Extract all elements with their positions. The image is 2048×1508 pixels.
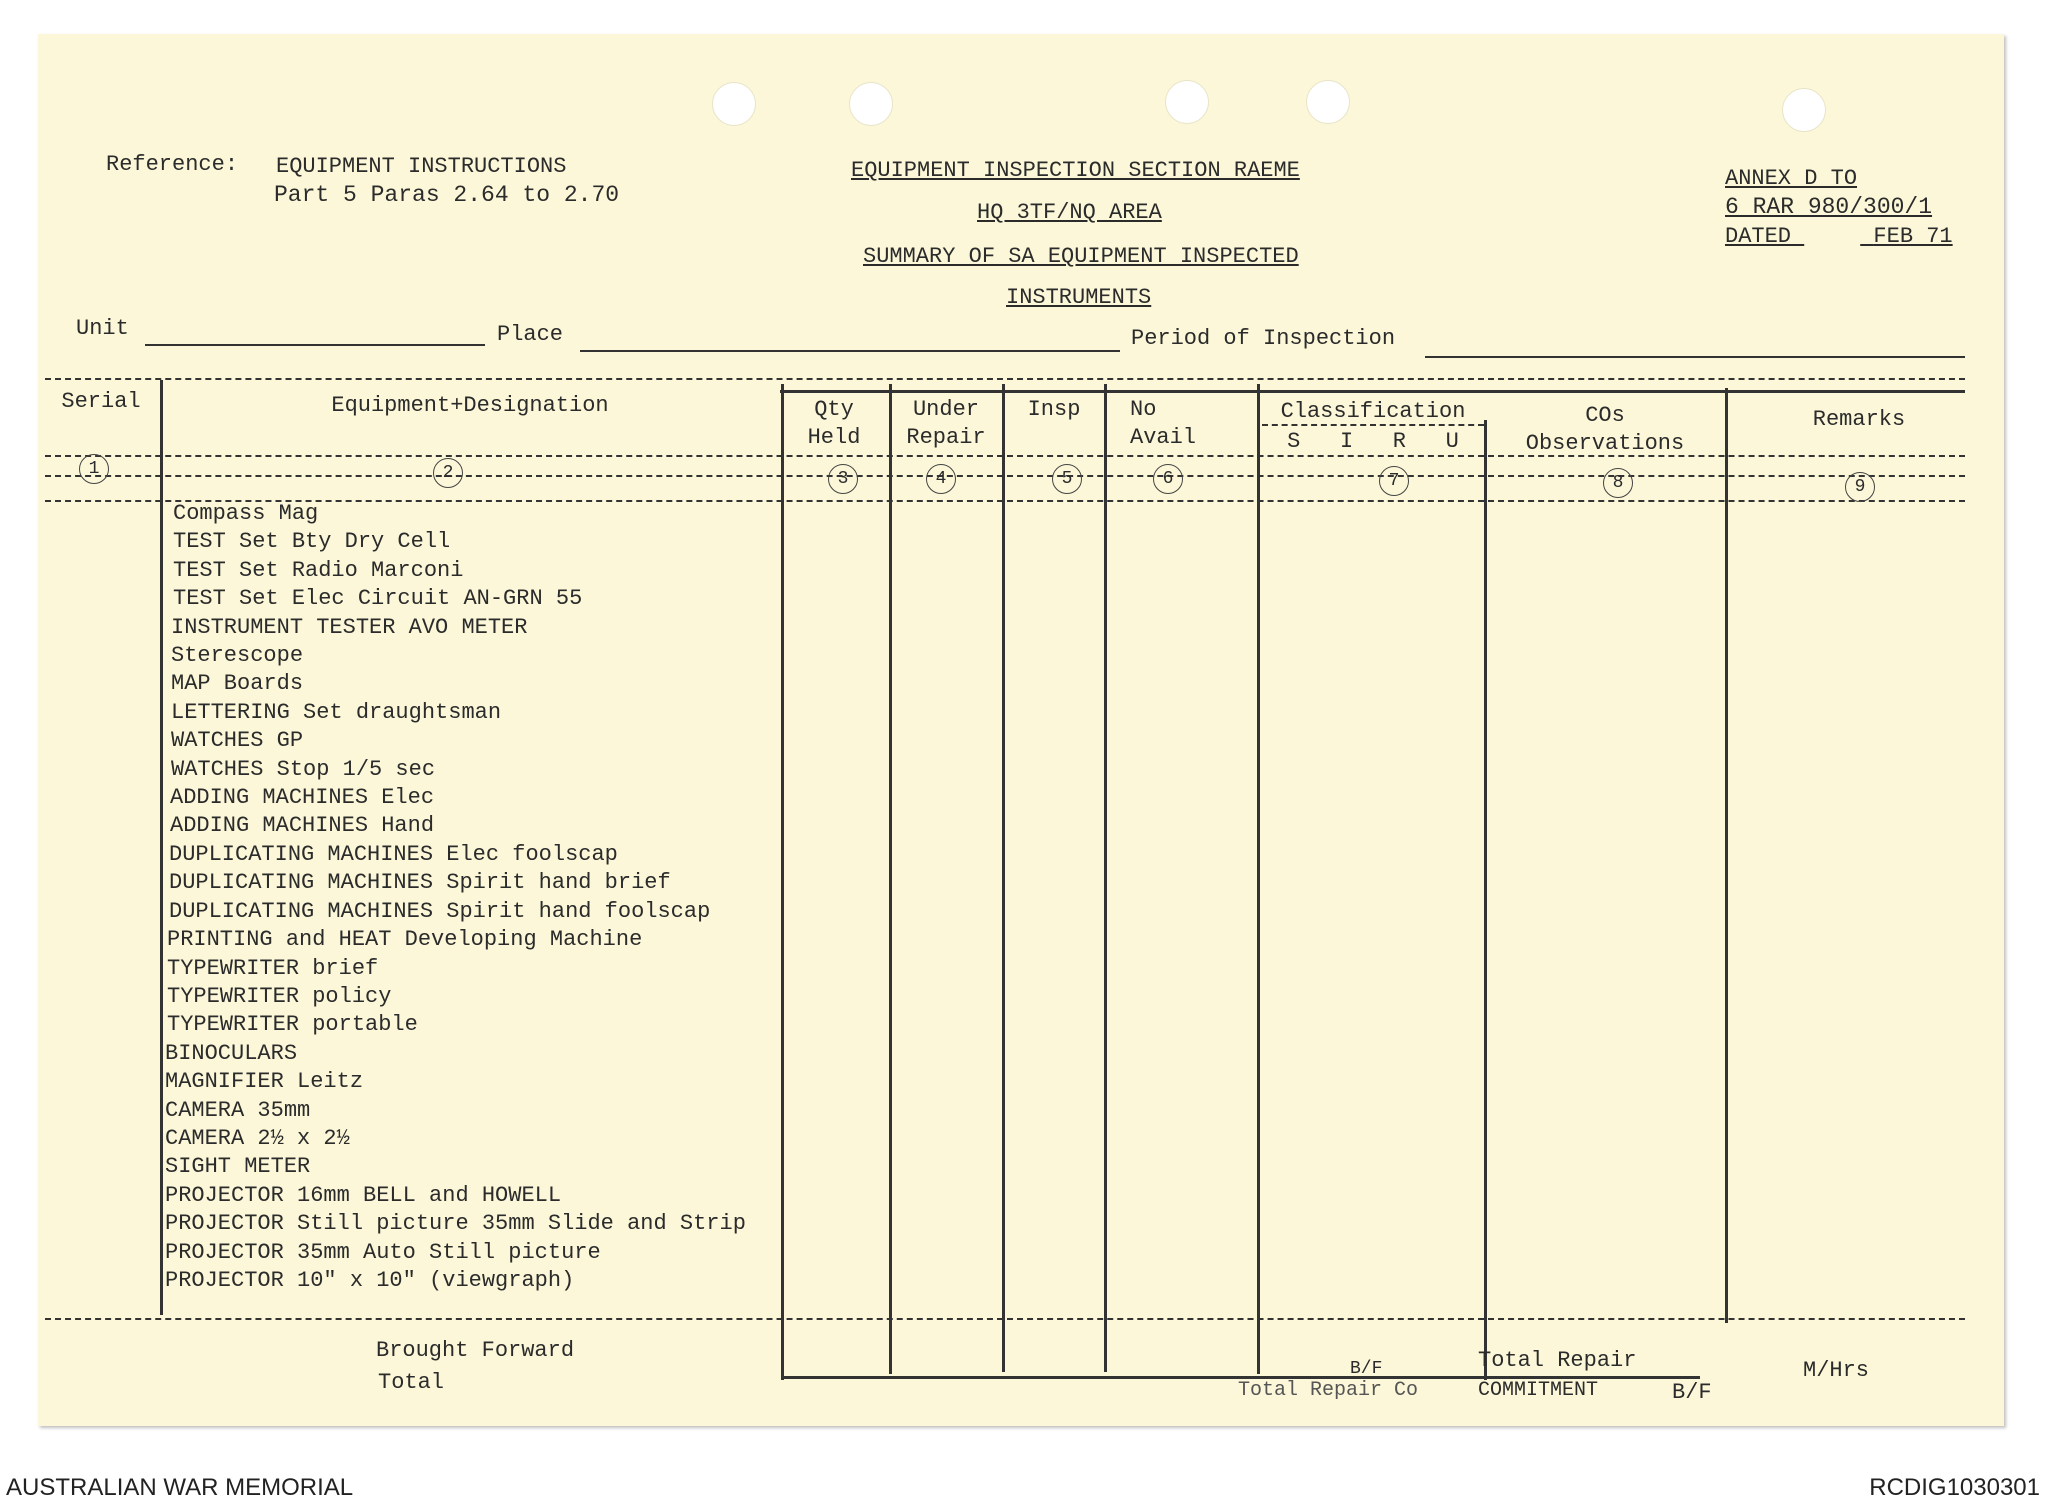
title-line-3: SUMMARY OF SA EQUIPMENT INSPECTED — [863, 244, 1299, 269]
brought-forward-label: Brought Forward — [376, 1338, 575, 1363]
header-no-avail — [1108, 396, 1246, 452]
place-field-line — [580, 350, 1120, 352]
col-number-6: 6 — [1153, 464, 1183, 494]
col-divider-1 — [160, 380, 163, 1315]
header-serial: Serial — [61, 389, 141, 414]
reference-label: Reference: — [106, 152, 239, 177]
list-item: TYPEWRITER brief — [167, 955, 379, 981]
list-item: MAGNIFIER Leitz — [165, 1069, 364, 1095]
header-qty-line1: Qty — [814, 397, 854, 422]
total-label: Total — [378, 1370, 445, 1395]
annex-line-2: 6 RAR 980/300/1 — [1725, 194, 1933, 220]
col-divider-5 — [1104, 384, 1107, 1372]
header-equipment: Equipment+Designation — [331, 393, 609, 418]
reference-line-1: EQUIPMENT INSTRUCTIONS — [276, 154, 567, 179]
col-divider-7 — [1484, 420, 1487, 1380]
list-item: CAMERA 2½ x 2½ — [165, 1125, 350, 1151]
header-avail-line1: No — [1130, 397, 1157, 422]
col-number-9: 9 — [1845, 472, 1875, 502]
annex-line-3 — [1725, 224, 1953, 250]
list-item: PROJECTOR Still picture 35mm Slide and Strip — [165, 1211, 746, 1237]
bf-right-label: B/F — [1672, 1380, 1712, 1405]
list-item: PRINTING and HEAT Developing Machine — [167, 927, 643, 953]
title-line-2: HQ 3TF/NQ AREA — [977, 200, 1162, 225]
col-number-7: 7 — [1379, 466, 1409, 496]
place-label: Place — [497, 322, 564, 347]
punch-hole-2 — [849, 82, 893, 126]
period-field-line — [1425, 356, 1965, 358]
list-item: BINOCULARS — [165, 1040, 298, 1066]
header-qty-line2: Held — [807, 425, 861, 450]
list-item: SIGHT METER — [165, 1154, 311, 1180]
col-divider-3 — [889, 384, 892, 1374]
list-item: DUPLICATING MACHINES Spirit hand brief — [169, 870, 671, 896]
col-number-1: 1 — [79, 454, 109, 484]
header-classification: Classification — [1280, 399, 1466, 424]
header-cos-line1: COs — [1585, 403, 1625, 428]
table-top-rule — [45, 378, 1965, 380]
list-item: ADDING MACHINES Elec — [170, 785, 435, 811]
title-line-1: EQUIPMENT INSPECTION SECTION RAEME — [851, 158, 1300, 183]
list-item: DUPLICATING MACHINES Spirit hand foolscap — [169, 898, 711, 924]
table-top-rule-right — [780, 390, 1965, 393]
list-item: PROJECTOR 16mm BELL and HOWELL — [165, 1182, 562, 1208]
list-item: INSTRUMENT TESTER AVO METER — [171, 614, 528, 640]
col-number-2: 2 — [433, 458, 463, 488]
list-item: ADDING MACHINES Hand — [170, 813, 435, 839]
period-label: Period of Inspection — [1131, 326, 1396, 351]
header-repair-line2: Repair — [906, 425, 986, 450]
annex-date: FEB 71 — [1873, 224, 1953, 249]
col-divider-8 — [1725, 388, 1728, 1323]
col-divider-2 — [781, 384, 784, 1380]
header-cos-line2: Observations — [1525, 431, 1685, 456]
number-row-top-rule — [45, 475, 1965, 477]
list-item: MAP Boards — [171, 671, 304, 697]
equipment-list — [165, 500, 746, 1295]
total-repair-label: Total Repair — [1478, 1348, 1637, 1373]
list-item: PROJECTOR 35mm Auto Still picture — [165, 1239, 601, 1265]
annex-line-1: ANNEX D TO — [1725, 166, 1858, 191]
unit-label: Unit — [76, 316, 129, 341]
punch-hole-5 — [1782, 88, 1826, 132]
list-item: TYPEWRITER portable — [167, 1012, 418, 1038]
header-qty-held — [784, 396, 884, 452]
header-remarks: Remarks — [1812, 407, 1906, 432]
header-under-repair — [892, 396, 1000, 452]
list-item: Sterescope — [171, 643, 304, 669]
list-item: TYPEWRITER policy — [167, 983, 392, 1009]
col-number-3: 3 — [828, 464, 858, 494]
col-number-4: 4 — [926, 464, 956, 494]
list-item: TEST Set Bty Dry Cell — [173, 529, 451, 555]
reference-line-2: Part 5 Paras 2.64 to 2.70 — [274, 182, 620, 208]
list-item: CAMERA 35mm — [165, 1097, 311, 1123]
col-number-8: 8 — [1603, 468, 1633, 498]
list-item: WATCHES Stop 1/5 sec — [171, 756, 436, 782]
list-item: TEST Set Radio Marconi — [173, 557, 464, 583]
header-cos-observations — [1488, 402, 1722, 458]
col-divider-6 — [1257, 384, 1260, 1374]
header-repair-line1: Under — [912, 397, 979, 422]
col-divider-4 — [1002, 384, 1005, 1372]
list-item: WATCHES GP — [171, 728, 304, 754]
punch-hole-1 — [712, 82, 756, 126]
header-avail-line2: Avail — [1130, 425, 1197, 450]
header-class-codes: S I R U — [1287, 429, 1459, 454]
total-repair-struck-label: Total Repair Co — [1238, 1379, 1419, 1402]
unit-field-line — [145, 344, 485, 346]
annex-dated-label: DATED — [1725, 224, 1792, 249]
bf-small-label: B/F — [1350, 1359, 1383, 1379]
list-item: LETTERING Set draughtsman — [171, 699, 502, 725]
punch-hole-3 — [1165, 80, 1209, 124]
list-item: Compass Mag — [173, 501, 319, 526]
header-insp: Insp — [1027, 397, 1081, 422]
list-item: PROJECTOR 10" x 10" (viewgraph) — [165, 1267, 575, 1293]
list-item: DUPLICATING MACHINES Elec foolscap — [169, 841, 618, 867]
title-line-4: INSTRUMENTS — [1006, 285, 1152, 310]
punch-hole-4 — [1306, 80, 1350, 124]
archive-source: AUSTRALIAN WAR MEMORIAL — [6, 1474, 354, 1501]
col-number-5: 5 — [1052, 464, 1082, 494]
list-item: TEST Set Elec Circuit AN-GRN 55 — [173, 586, 583, 612]
archive-id: RCDIG1030301 — [1869, 1474, 2040, 1501]
mhrs-label: M/Hrs — [1803, 1358, 1870, 1383]
body-bottom-rule — [45, 1318, 1965, 1320]
commitment-label: COMMITMENT — [1478, 1379, 1599, 1402]
